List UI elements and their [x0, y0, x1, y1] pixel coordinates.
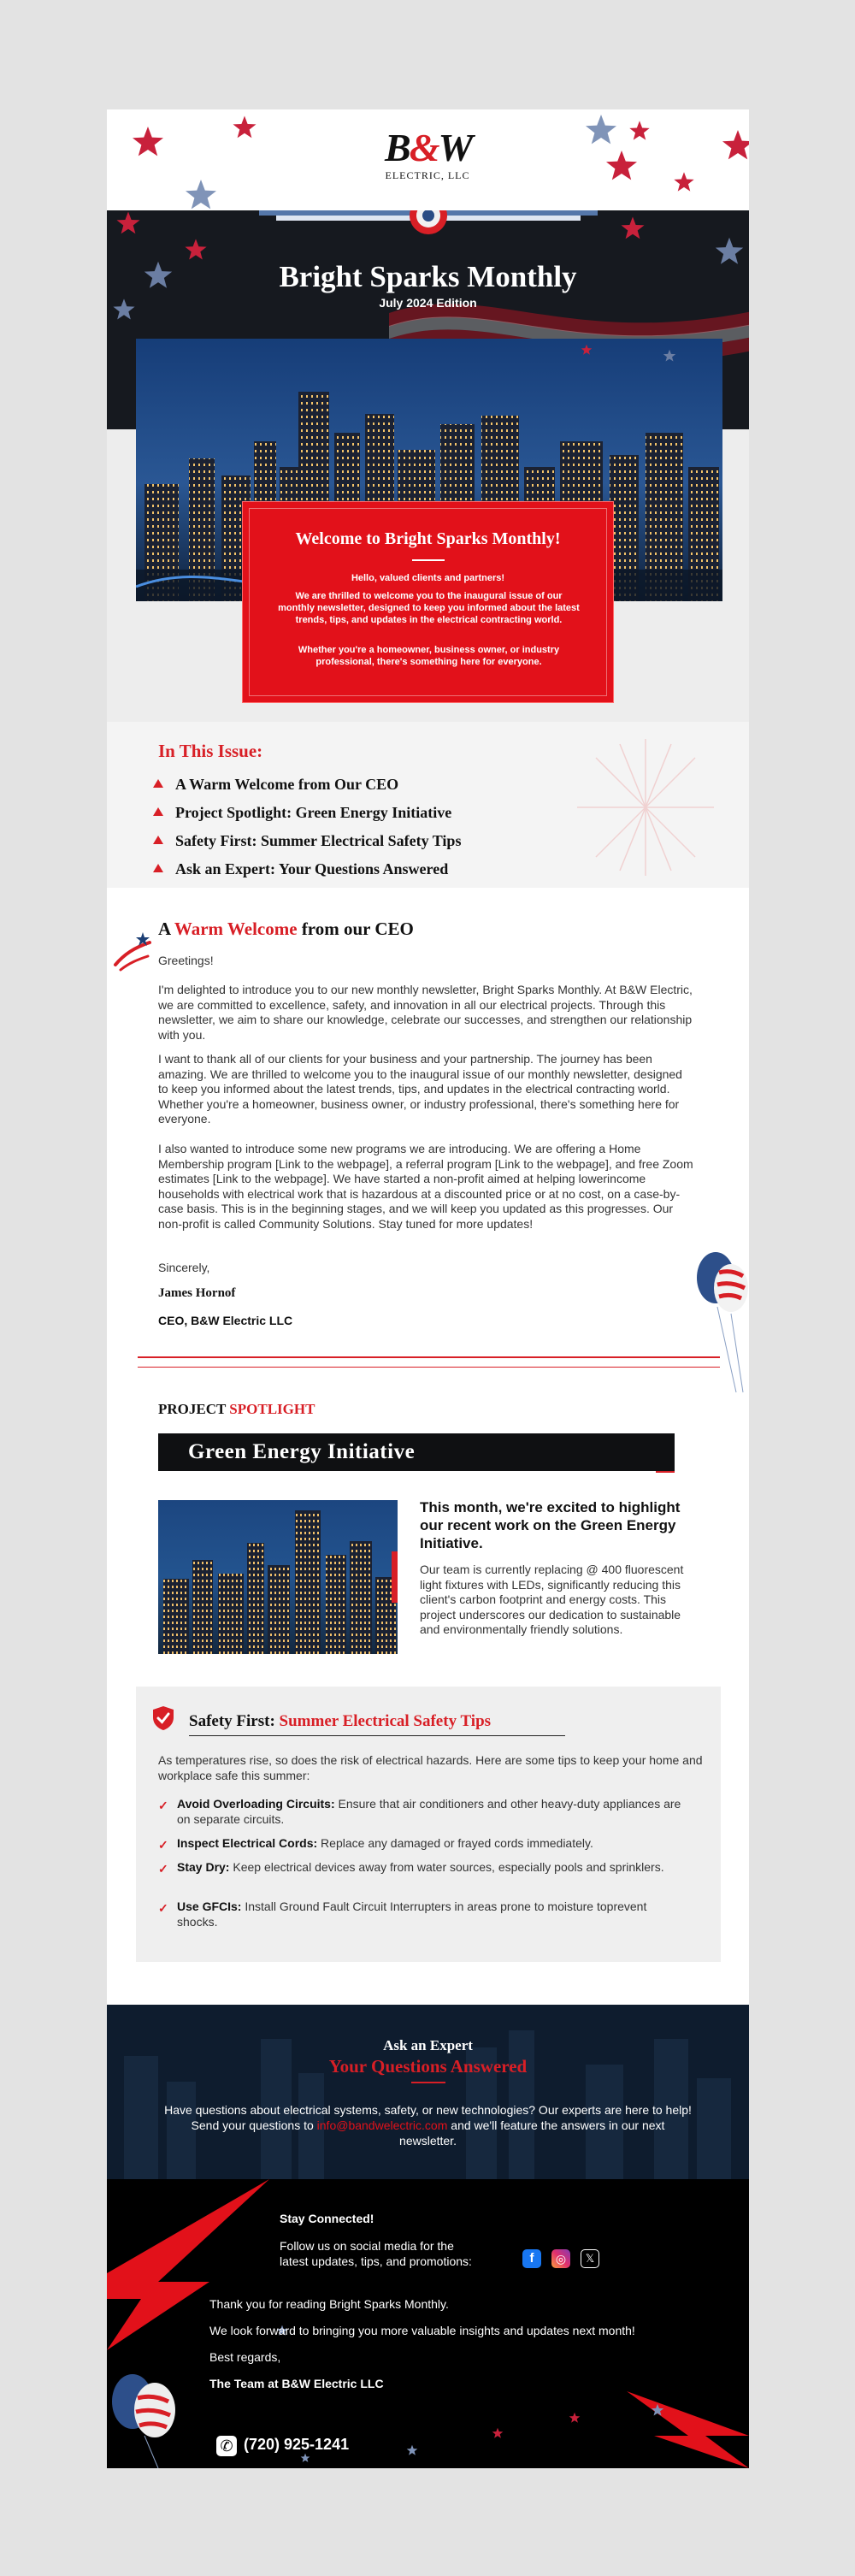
star-decoration-icon — [620, 216, 646, 241]
star-decoration-icon — [628, 120, 651, 142]
star-decoration-icon — [721, 128, 749, 162]
check-icon: ✓ — [158, 1838, 168, 1852]
section-divider — [138, 1367, 720, 1368]
email-link[interactable]: info@bandwelectric.com — [316, 2118, 448, 2132]
expert-kicker: Ask an Expert — [383, 2037, 473, 2053]
in-this-issue — [107, 722, 749, 888]
project-headline: This month, we're excited to highlight our recent work on the Green Energy Initiative. — [420, 1499, 681, 1551]
firework-stars-icon — [110, 931, 155, 975]
logo-subtitle: ELECTRIC, LLC — [385, 169, 470, 181]
star-decoration-icon — [115, 210, 141, 236]
safety-heading-underline — [189, 1735, 565, 1736]
project-label: PROJECT SPOTLIGHT — [158, 1401, 315, 1417]
welcome-paragraph: We are thrilled to welcome you to the inaugural issue of our monthly newsletter, designed to keep you informed about the latest trends, tips, and updates in the electrical contracting world. — [278, 591, 580, 625]
safety-tip: ✓ Avoid Overloading Circuits: Ensure that air conditioners and other heavy-duty appliances are on separate circuits. — [158, 1797, 681, 1826]
night-skyline-background — [107, 2005, 749, 2179]
project-image — [158, 1500, 398, 1654]
x-icon[interactable]: 𝕏 — [581, 2249, 599, 2268]
safety-tip: ✓ Inspect Electrical Cords: Replace any damaged or frayed cords immediately. — [158, 1836, 593, 1852]
project-image-accent — [392, 1551, 398, 1603]
ceo-title: CEO, B&W Electric LLC — [158, 1314, 293, 1327]
section-divider — [138, 1356, 720, 1358]
star-decoration-icon — [604, 149, 639, 183]
instagram-icon[interactable]: ◎ — [551, 2249, 570, 2268]
expert-text: Have questions about electrical systems, safety, or new technologies? Our experts are here to help! Send your questions to info@bandwelectric.com and we'll feature the answers in our next newsletter. — [164, 2103, 692, 2148]
star-decoration-icon — [184, 238, 208, 262]
issue-item[interactable]: A Warm Welcome from Our CEO — [153, 776, 398, 795]
follow-text: Follow us on social media for the latest updates, tips, and promotions: — [280, 2239, 472, 2268]
welcome-card — [242, 501, 614, 703]
safety-tip: ✓ Use GFCIs: Install Ground Fault Circuit Interrupters in areas prone to moisture toprevent shocks. — [158, 1900, 647, 1929]
safety-tip: ✓ Stay Dry: Keep electrical devices away from water sources, especially pools and sprinklers. — [158, 1860, 664, 1876]
triangle-bullet-icon — [153, 864, 163, 872]
ceo-paragraph: I also wanted to introduce some new programs we are introducing. We are offering a Home Membership program [Link to the webpage], a referral program [Link to the webpage], and free Zoom estimates [Link to the webpage]. We have started a non-profit aimed at helping lowerincome households with electrical work that is hazardous at a discounted price or at no cost, on a case-by-case basis. This is in the beginning stages, and we will keep you updated as this progresses. Our non-profit is called Community Solutions. Stay tuned for more updates! — [158, 1142, 693, 1231]
triangle-bullet-icon — [153, 836, 163, 844]
shield-check-icon — [151, 1705, 175, 1731]
logo-area — [107, 109, 749, 210]
stay-connected-heading: Stay Connected! — [280, 2212, 374, 2225]
triangle-bullet-icon — [153, 779, 163, 788]
safety-heading: Safety First: Summer Electrical Safety Tips — [189, 1712, 492, 1730]
welcome-title: Welcome to Bright Sparks Monthly! — [295, 529, 561, 548]
issue-item[interactable]: Ask an Expert: Your Questions Answered — [153, 860, 448, 879]
issue-item[interactable]: Project Spotlight: Green Energy Initiative — [153, 804, 451, 823]
triangle-bullet-icon — [153, 807, 163, 816]
facebook-icon[interactable]: f — [522, 2249, 541, 2268]
thanks-text: Thank you for reading Bright Sparks Monthly. — [209, 2297, 449, 2311]
safety-section — [136, 1687, 721, 1962]
team-signature: The Team at B&W Electric LLC — [209, 2377, 384, 2390]
star-decoration-icon — [673, 171, 695, 193]
ceo-paragraph: I want to thank all of our clients for your business and your partnership. The journey has been amazing. We are thrilled to welcome you to the inaugural issue of our monthly newsletter, designed to keep you informed about the latest trends, tips, and updates in the electrical contracting world. Whether you're a homeowner, business owner, or industry professional, there's something here for everyone. — [158, 1052, 682, 1126]
welcome-paragraph: Whether you're a homeowner, business owner, or industry professional, there's something here for everyone. — [298, 645, 560, 667]
look-forward-text: We look forward to bringing you more valuable insights and updates next month! — [209, 2324, 635, 2337]
welcome-greeting: Hello, valued clients and partners! — [351, 573, 505, 583]
logo-mark: B&W — [385, 126, 472, 169]
issue-title: In This Issue: — [158, 741, 263, 761]
company-logo — [385, 128, 470, 197]
star-decoration-icon — [232, 115, 257, 140]
welcome-divider — [412, 559, 445, 561]
phone-number[interactable]: (720) 925-1241 — [244, 2436, 350, 2453]
balloons-decoration-icon — [693, 1247, 749, 1401]
ceo-closing: Sincerely, — [158, 1261, 210, 1274]
issue-item[interactable]: Safety First: Summer Electrical Safety Tips — [153, 832, 461, 851]
expert-title: Your Questions Answered — [328, 2056, 528, 2077]
check-icon: ✓ — [158, 1862, 168, 1876]
newsletter-title: Bright Sparks Monthly — [279, 260, 577, 293]
star-decoration-icon — [131, 125, 165, 159]
project-skyline-illustration — [158, 1500, 398, 1654]
phone-icon: ✆ — [216, 2436, 237, 2456]
project-body: Our team is currently replacing @ 400 fluorescent light fixtures with LEDs, significantly reducing this client's carbon footprint and energy costs. This project underscores our dedication to sustainable and environmentally friendly solutions. — [420, 1563, 684, 1636]
check-icon: ✓ — [158, 1799, 168, 1812]
regards-text: Best regards, — [209, 2350, 281, 2364]
edition-label: July 2024 Edition — [379, 296, 477, 310]
footer — [107, 2179, 749, 2468]
ask-expert-section — [107, 2005, 749, 2179]
bunting-decoration — [259, 210, 598, 236]
ceo-greeting: Greetings! — [158, 954, 214, 967]
check-icon: ✓ — [158, 1901, 168, 1915]
project-title: Green Energy Initiative — [188, 1440, 416, 1463]
project-title-bar — [158, 1433, 675, 1471]
fireworks-decoration — [551, 730, 740, 884]
ceo-heading: A Warm Welcome from our CEO — [158, 919, 414, 939]
ceo-paragraph: I'm delighted to introduce you to our new monthly newsletter, Bright Sparks Monthly. At B&W Electric, we are committed to excellence, safety, and innovation in all our electrical projects. Through this newsletter, we aim to share our knowledge, celebrate our successes, and strengthen our relationship with you. — [158, 983, 693, 1042]
star-decoration-icon — [184, 178, 218, 210]
ceo-name: James Hornof — [158, 1286, 236, 1300]
expert-divider — [411, 2082, 445, 2083]
safety-intro: As temperatures rise, so does the risk of electrical hazards. Here are some tips to keep your home and workplace safe this summer: — [158, 1753, 703, 1782]
star-decoration-icon — [584, 113, 618, 147]
newsletter — [107, 109, 749, 2468]
